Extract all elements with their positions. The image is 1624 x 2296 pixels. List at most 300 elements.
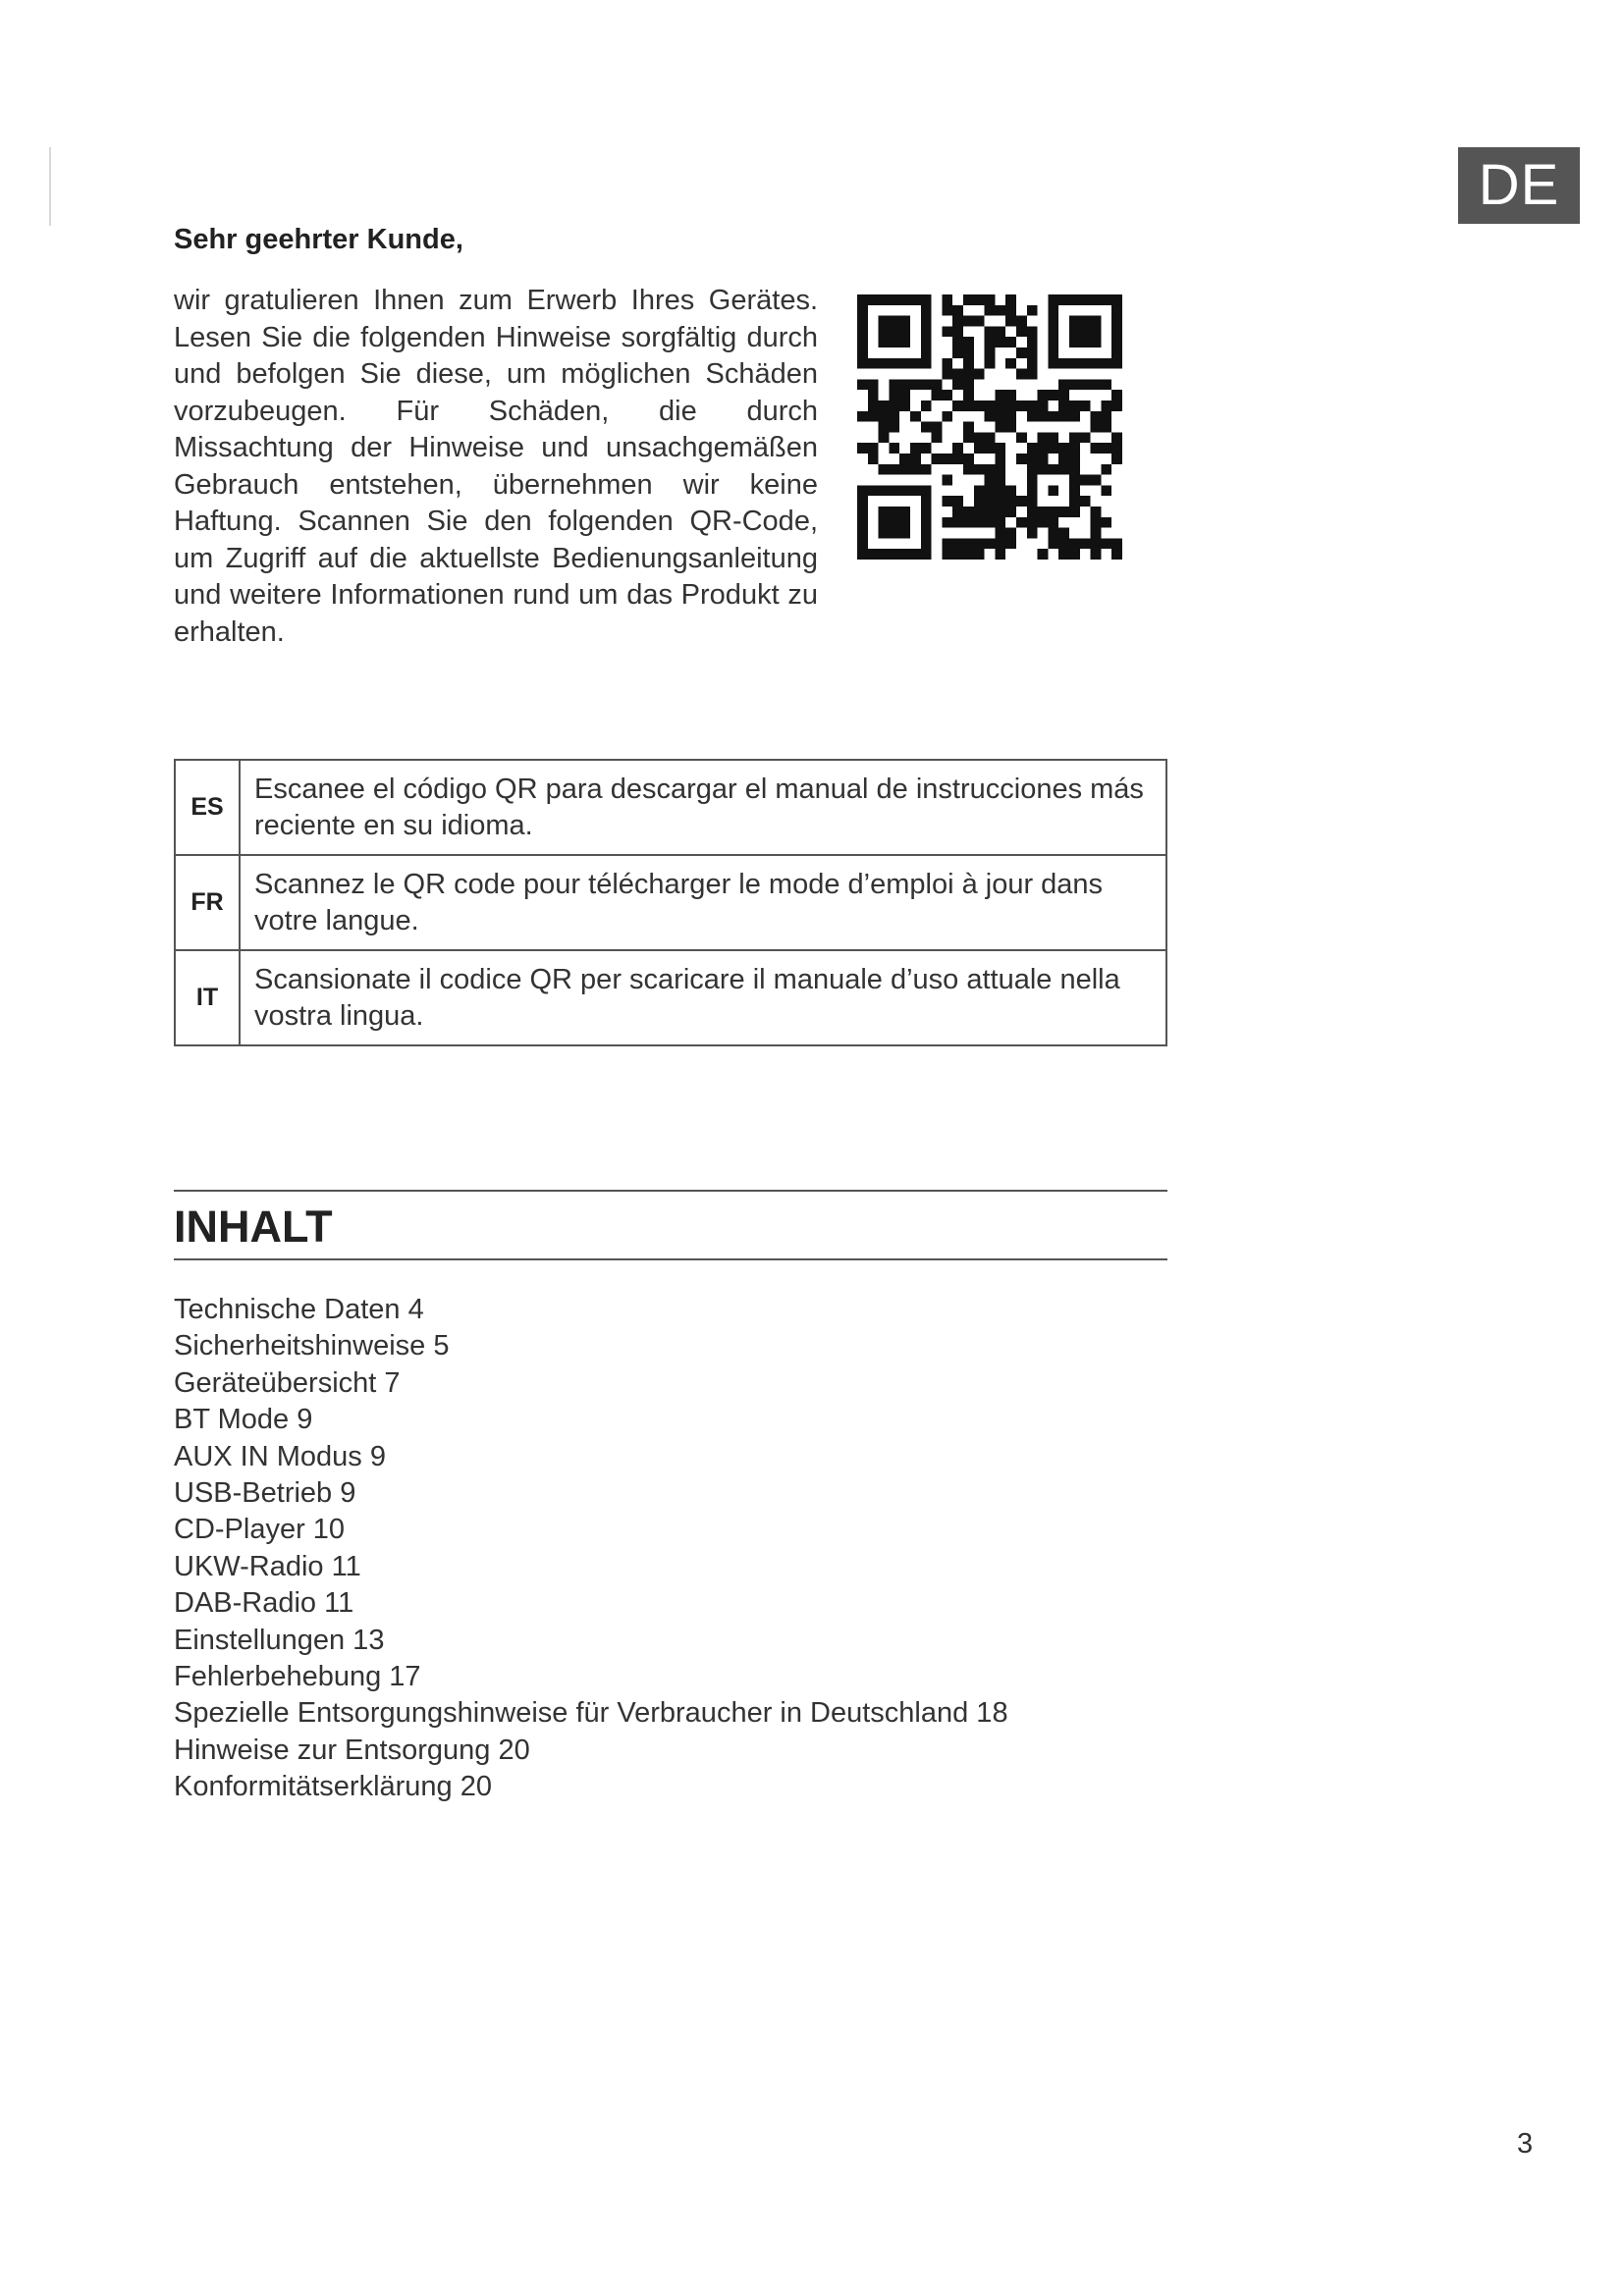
language-instruction: Escanee el código QR para descargar el manual de instrucciones más reciente en su idioma. (240, 760, 1166, 855)
qr-module (1069, 475, 1080, 486)
qr-module (985, 305, 996, 316)
qr-module (974, 400, 985, 411)
qr-module (1091, 337, 1102, 347)
qr-module (857, 485, 868, 496)
qr-module (1058, 528, 1069, 539)
toc-item[interactable]: Konformitätserklärung 20 (174, 1771, 492, 1803)
qr-module (974, 369, 985, 380)
qr-module (952, 326, 963, 337)
qr-module (921, 549, 932, 560)
qr-module (985, 496, 996, 507)
qr-module (879, 517, 890, 528)
qr-module (1048, 517, 1058, 528)
qr-module (952, 369, 963, 380)
qr-module (879, 507, 890, 517)
toc-item[interactable]: Hinweise zur Entsorgung 20 (174, 1734, 530, 1766)
qr-module (921, 316, 932, 327)
qr-module (1101, 400, 1111, 411)
qr-module (879, 485, 890, 496)
toc-item[interactable]: Technische Daten 4 (174, 1294, 424, 1325)
qr-module (1091, 507, 1102, 517)
qr-module (963, 432, 974, 443)
greeting: Sehr geehrter Kunde, (174, 224, 463, 255)
qr-module (952, 496, 963, 507)
qr-module (1038, 549, 1049, 560)
qr-module (868, 294, 879, 305)
qr-module (1005, 294, 1016, 305)
qr-module (1101, 379, 1111, 390)
page-number: 3 (1517, 2128, 1534, 2160)
qr-module (1101, 358, 1111, 369)
qr-module (995, 549, 1005, 560)
qr-module (952, 305, 963, 316)
qr-module (889, 326, 899, 337)
qr-module (1101, 411, 1111, 422)
qr-module (985, 507, 996, 517)
qr-module (1080, 294, 1091, 305)
qr-module (1027, 400, 1038, 411)
qr-module (1005, 411, 1016, 422)
qr-module (942, 294, 952, 305)
qr-module (1091, 422, 1102, 433)
toc-item[interactable]: Fehlerbehebung 17 (174, 1661, 421, 1693)
qr-module (1091, 538, 1102, 549)
qr-module (889, 549, 899, 560)
qr-module (963, 538, 974, 549)
qr-module (899, 316, 910, 327)
qr-module (910, 294, 921, 305)
qr-module (1027, 347, 1038, 358)
qr-module (899, 337, 910, 347)
qr-module (1048, 305, 1058, 316)
qr-module (1101, 464, 1111, 475)
qr-module (857, 326, 868, 337)
qr-module (974, 464, 985, 475)
qr-module (995, 305, 1005, 316)
qr-module (1111, 390, 1122, 400)
toc-list (174, 1292, 1008, 1806)
qr-module (963, 358, 974, 369)
qr-module (1069, 358, 1080, 369)
qr-module (1091, 379, 1102, 390)
qr-module (942, 549, 952, 560)
qr-module (963, 369, 974, 380)
qr-module (889, 464, 899, 475)
language-row (175, 855, 1166, 950)
qr-module (1091, 294, 1102, 305)
qr-module (1091, 326, 1102, 337)
qr-module (879, 337, 890, 347)
qr-module (899, 507, 910, 517)
qr-module (995, 485, 1005, 496)
qr-module (1048, 443, 1058, 454)
qr-module (952, 347, 963, 358)
qr-module (921, 422, 932, 433)
qr-module (952, 400, 963, 411)
qr-module (1069, 538, 1080, 549)
qr-module (963, 316, 974, 327)
qr-module (985, 347, 996, 358)
qr-module (899, 294, 910, 305)
qr-module (899, 326, 910, 337)
qr-module (1080, 379, 1091, 390)
qr-module (995, 411, 1005, 422)
qr-module (857, 507, 868, 517)
qr-module (868, 485, 879, 496)
qr-module (899, 454, 910, 464)
qr-module (921, 443, 932, 454)
qr-module (1027, 454, 1038, 464)
qr-module (1058, 411, 1069, 422)
language-row (175, 950, 1166, 1045)
qr-module (1048, 316, 1058, 327)
qr-module (1048, 507, 1058, 517)
qr-module (1005, 538, 1016, 549)
qr-module (995, 390, 1005, 400)
qr-module (1038, 517, 1049, 528)
qr-module (932, 390, 943, 400)
qr-module (889, 337, 899, 347)
qr-module (995, 464, 1005, 475)
qr-module (899, 379, 910, 390)
qr-module (1111, 347, 1122, 358)
language-table (174, 759, 1167, 1046)
qr-module (1027, 411, 1038, 422)
qr-module (1005, 390, 1016, 400)
qr-module (1027, 337, 1038, 347)
qr-module (963, 422, 974, 433)
qr-module (985, 337, 996, 347)
qr-module (1111, 358, 1122, 369)
qr-module (899, 464, 910, 475)
qr-module (899, 485, 910, 496)
qr-module (985, 464, 996, 475)
qr-module (868, 379, 879, 390)
qr-module (910, 358, 921, 369)
qr-module (879, 316, 890, 327)
qr-module (879, 422, 890, 433)
qr-module (1069, 379, 1080, 390)
qr-module (1048, 432, 1058, 443)
qr-module (985, 400, 996, 411)
qr-module (1091, 358, 1102, 369)
language-row (175, 760, 1166, 855)
qr-module (942, 496, 952, 507)
qr-module (1069, 485, 1080, 496)
qr-module (889, 528, 899, 539)
qr-module (857, 337, 868, 347)
qr-module (1016, 400, 1027, 411)
toc-item[interactable]: CD-Player 10 (174, 1514, 346, 1546)
qr-module (857, 294, 868, 305)
qr-module (1048, 294, 1058, 305)
qr-module (995, 517, 1005, 528)
qr-module (879, 528, 890, 539)
qr-module (1027, 485, 1038, 496)
qr-module (1058, 443, 1069, 454)
qr-module (1016, 496, 1027, 507)
qr-module (1080, 538, 1091, 549)
qr-module (1111, 443, 1122, 454)
qr-module (963, 347, 974, 358)
qr-module (921, 326, 932, 337)
qr-module (857, 528, 868, 539)
qr-module (963, 507, 974, 517)
qr-module (942, 305, 952, 316)
toc-item[interactable]: AUX IN Modus 9 (174, 1440, 386, 1472)
qr-module (1111, 316, 1122, 327)
qr-module (889, 390, 899, 400)
qr-module (921, 538, 932, 549)
qr-module (1027, 528, 1038, 539)
qr-module (868, 411, 879, 422)
qr-module (995, 496, 1005, 507)
qr-module (1048, 347, 1058, 358)
qr-module (1069, 337, 1080, 347)
qr-module (921, 485, 932, 496)
intro-paragraph: wir gratulieren Ihnen zum Erwerb Ihres Gerätes. Lesen Sie die folgenden Hinweise sorgfältig durch und befolgen Sie diese, um möglichen Schäden vorzubeugen. Für Schäden, die durch Missachtung der Hinweise und unsachgemäßen Gebrauch entstehen, übernehmen wir keine Haftung. Scannen Sie den folgenden QR-Code, um Zugriff auf die aktuellste Bedienungsanleitung und weitere Informationen rund um das Produkt zu erhalten. (174, 285, 818, 648)
qr-module (1091, 316, 1102, 327)
qr-module (857, 538, 868, 549)
margin-line (49, 147, 51, 226)
toc-item[interactable]: Einstellungen 13 (174, 1624, 385, 1656)
qr-module (1111, 538, 1122, 549)
qr-module (1038, 390, 1049, 400)
qr-module (985, 538, 996, 549)
qr-module (868, 454, 879, 464)
qr-module (995, 475, 1005, 486)
qr-module (1005, 337, 1016, 347)
qr-module (921, 507, 932, 517)
qr-module (921, 347, 932, 358)
qr-module (942, 517, 952, 528)
qr-module (889, 411, 899, 422)
qr-module (952, 517, 963, 528)
toc-item[interactable]: UKW-Radio 11 (174, 1550, 361, 1582)
qr-module (974, 294, 985, 305)
toc-item[interactable]: Geräteübersicht 7 (174, 1366, 401, 1399)
qr-module (1038, 400, 1049, 411)
qr-module (1048, 485, 1058, 496)
qr-module (995, 528, 1005, 539)
qr-module (1038, 454, 1049, 464)
toc-title: INHALT (174, 1190, 1167, 1260)
qr-module (1080, 337, 1091, 347)
qr-module (1069, 454, 1080, 464)
qr-module (910, 464, 921, 475)
qr-module (985, 485, 996, 496)
qr-module (857, 358, 868, 369)
language-code: IT (175, 950, 240, 1045)
qr-module (1111, 294, 1122, 305)
qr-module (1091, 517, 1102, 528)
qr-code-icon[interactable] (857, 293, 1122, 561)
qr-module (857, 443, 868, 454)
qr-module (1005, 422, 1016, 433)
qr-module (1101, 443, 1111, 454)
qr-module (889, 358, 899, 369)
qr-module (963, 517, 974, 528)
qr-module (974, 485, 985, 496)
qr-module (1069, 316, 1080, 327)
qr-module (1027, 475, 1038, 486)
qr-module (1048, 411, 1058, 422)
language-code: FR (175, 855, 240, 950)
qr-module (1038, 464, 1049, 475)
qr-module (1080, 316, 1091, 327)
qr-module (952, 316, 963, 327)
qr-module (899, 390, 910, 400)
qr-module (1091, 411, 1102, 422)
qr-module (1069, 496, 1080, 507)
qr-module (995, 337, 1005, 347)
qr-module (1005, 305, 1016, 316)
qr-module (1101, 485, 1111, 496)
qr-module (1069, 294, 1080, 305)
qr-module (910, 549, 921, 560)
qr-module (1005, 400, 1016, 411)
qr-module (889, 379, 899, 390)
qr-module (857, 379, 868, 390)
qr-module (910, 379, 921, 390)
qr-module (1080, 475, 1091, 486)
qr-module (1027, 305, 1038, 316)
qr-module (1111, 305, 1122, 316)
qr-module (899, 358, 910, 369)
qr-module (1080, 400, 1091, 411)
qr-module (942, 390, 952, 400)
qr-module (963, 549, 974, 560)
qr-module (985, 517, 996, 528)
toc-item[interactable]: BT Mode 9 (174, 1404, 313, 1436)
qr-module (985, 358, 996, 369)
qr-module (879, 432, 890, 443)
qr-module (889, 507, 899, 517)
qr-module (974, 496, 985, 507)
qr-module (1111, 432, 1122, 443)
qr-module (1005, 358, 1016, 369)
qr-module (1069, 549, 1080, 560)
qr-module (921, 358, 932, 369)
qr-module (1005, 316, 1016, 327)
qr-module (1038, 411, 1049, 422)
toc-item[interactable]: Sicherheitshinweise 5 (174, 1330, 450, 1362)
qr-module (995, 538, 1005, 549)
qr-module (942, 358, 952, 369)
toc-item[interactable]: USB-Betrieb 9 (174, 1477, 356, 1510)
qr-module (889, 517, 899, 528)
qr-module (921, 400, 932, 411)
qr-module (1016, 347, 1027, 358)
qr-module (1048, 358, 1058, 369)
qr-module (1016, 432, 1027, 443)
qr-module (879, 400, 890, 411)
qr-module (1027, 496, 1038, 507)
qr-module (857, 549, 868, 560)
qr-module (1058, 549, 1069, 560)
qr-module (1058, 379, 1069, 390)
qr-module (1069, 507, 1080, 517)
qr-module (1058, 390, 1069, 400)
qr-module (1005, 485, 1016, 496)
qr-module (952, 454, 963, 464)
qr-module (1058, 358, 1069, 369)
qr-module (889, 422, 899, 433)
qr-module (932, 432, 943, 443)
qr-module (857, 316, 868, 327)
toc-item[interactable]: DAB-Radio 11 (174, 1587, 354, 1620)
qr-module (857, 411, 868, 422)
qr-module (1101, 517, 1111, 528)
qr-module (921, 496, 932, 507)
qr-module (963, 390, 974, 400)
qr-module (952, 549, 963, 560)
qr-module (1016, 326, 1027, 337)
qr-module (857, 517, 868, 528)
qr-module (1016, 517, 1027, 528)
qr-module (921, 379, 932, 390)
qr-module (974, 443, 985, 454)
qr-module (1080, 496, 1091, 507)
language-instruction: Scannez le QR code pour télécharger le mode d’emploi à jour dans votre langue. (240, 855, 1166, 950)
toc-item[interactable]: Spezielle Entsorgungshinweise für Verbraucher in Deutschland 18 (174, 1697, 1008, 1730)
qr-module (879, 549, 890, 560)
qr-module (985, 475, 996, 486)
qr-module (1058, 464, 1069, 475)
qr-module (879, 358, 890, 369)
qr-module (921, 294, 932, 305)
qr-module (1091, 528, 1102, 539)
qr-module (1027, 326, 1038, 337)
qr-module (868, 549, 879, 560)
qr-module (857, 496, 868, 507)
qr-module (1058, 538, 1069, 549)
qr-module (910, 443, 921, 454)
qr-module (963, 379, 974, 390)
language-instruction: Scansionate il codice QR per scaricare il manuale d’uso attuale nella vostra lingua. (240, 950, 1166, 1045)
language-tab: DE (1458, 147, 1580, 224)
qr-module (1091, 443, 1102, 454)
qr-module (995, 422, 1005, 433)
qr-module (1027, 443, 1038, 454)
qr-module (985, 432, 996, 443)
qr-module (932, 422, 943, 433)
qr-module (921, 528, 932, 539)
qr-module (1048, 528, 1058, 539)
qr-module (1048, 538, 1058, 549)
qr-module (974, 549, 985, 560)
qr-module (889, 485, 899, 496)
qr-module (1048, 326, 1058, 337)
qr-module (952, 538, 963, 549)
qr-module (868, 400, 879, 411)
qr-module (910, 485, 921, 496)
qr-module (952, 507, 963, 517)
qr-module (921, 464, 932, 475)
qr-module (974, 517, 985, 528)
qr-module (1069, 432, 1080, 443)
qr-module (899, 400, 910, 411)
qr-module (995, 443, 1005, 454)
qr-module (1111, 454, 1122, 464)
qr-module (868, 443, 879, 454)
language-code: ES (175, 760, 240, 855)
qr-module (899, 528, 910, 539)
qr-module (963, 400, 974, 411)
qr-module (1080, 326, 1091, 337)
qr-module (879, 464, 890, 475)
qr-module (899, 549, 910, 560)
